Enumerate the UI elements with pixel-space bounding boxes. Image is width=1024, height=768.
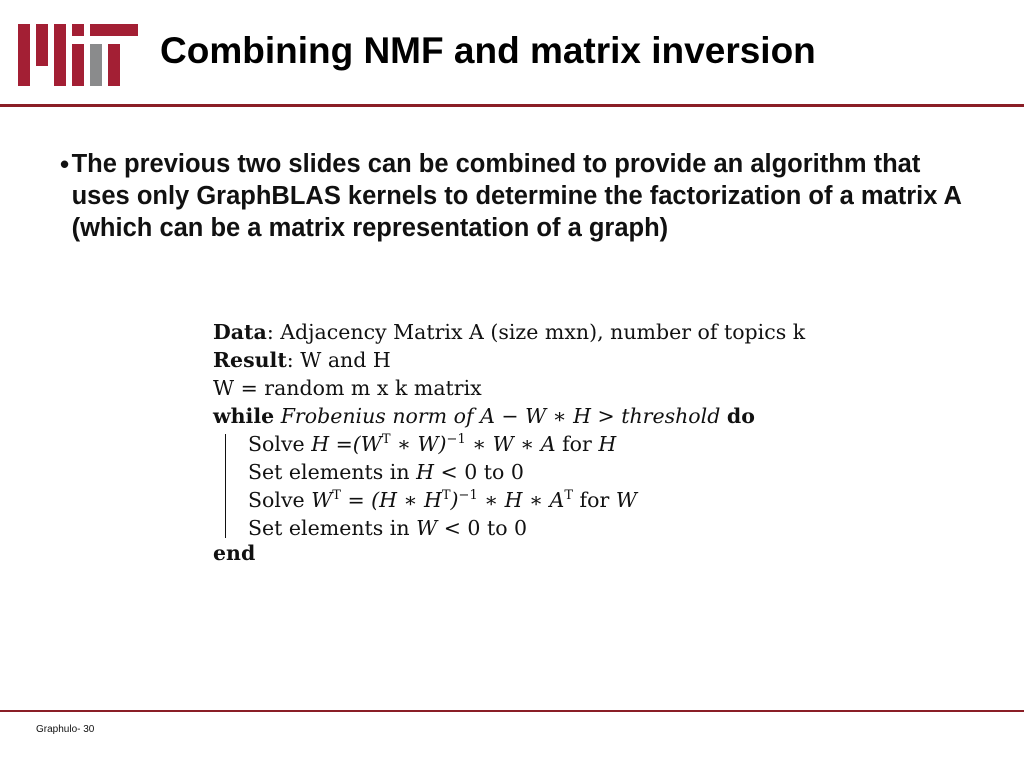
algo-step-2 (248, 458, 805, 486)
algo-result-label: Result (213, 348, 287, 372)
algo-step-1-for: for (562, 432, 592, 456)
algo-while-line (213, 402, 805, 430)
algo-step-2-var: H (416, 460, 434, 484)
algo-while-keyword: while (213, 404, 275, 428)
algo-do-keyword: do (726, 404, 755, 428)
algo-step-3-for: for (579, 488, 610, 512)
algo-step-1-lhs: H =(W (311, 432, 382, 456)
algo-loop-body (213, 430, 805, 542)
algo-end-line (213, 542, 805, 564)
algo-step-1-rest: ∗ W ∗ A (465, 432, 556, 456)
bullet-item (60, 148, 980, 244)
slide-footer (36, 724, 94, 735)
logo-bar-5 (72, 44, 84, 86)
algo-step-3-sup-t3: T (564, 488, 574, 503)
algo-result-text: W and H (300, 348, 391, 372)
algo-step-1-var: H (598, 432, 617, 456)
algo-step-3-solve: Solve (248, 488, 305, 512)
algo-step-3-eq: = (H ∗ H (340, 488, 442, 512)
footer-divider (0, 710, 1024, 712)
bullet-text: The previous two slides can be combined to provide an algorithm that uses only GraphBLAS kernels to determine the factorization of a matrix A (which can be a matrix representation of a graph) (71, 150, 961, 242)
algo-step-1 (248, 430, 805, 458)
algo-step-3-var: W (615, 488, 637, 512)
algo-step-4-rest: < 0 to 0 (443, 516, 528, 540)
logo-bar-7 (90, 44, 102, 86)
algo-step-4-text: Set elements in (248, 516, 410, 540)
algo-step-2-text: Set elements in (248, 460, 410, 484)
algo-step-4 (248, 514, 805, 542)
algo-data-text: Adjacency Matrix A (size mxn), number of topics k (280, 320, 806, 344)
algo-step-1-solve: Solve (248, 432, 305, 456)
algo-while-condition: Frobenius norm of A − W ∗ H > threshold (280, 404, 721, 428)
logo-bar-8 (108, 44, 120, 86)
algo-init-line: W = random m x k matrix (213, 376, 482, 400)
loop-bar (225, 434, 226, 538)
logo-bar-6 (90, 24, 138, 36)
algo-step-1-sup-t: T (381, 432, 391, 447)
header-divider (0, 104, 1024, 107)
mit-logo (18, 22, 138, 88)
bullet-icon: • (60, 149, 70, 179)
algo-step-3-mid: ) (450, 488, 459, 512)
algo-data-label: Data (213, 320, 267, 344)
algo-step-3-sup-t: T (332, 488, 341, 503)
logo-bar-2 (36, 24, 48, 66)
algo-data-line: Data: Adjacency Matrix A (size mxn), number of topics k (213, 320, 806, 344)
slide-title: Combining NMF and matrix inversion (160, 30, 816, 71)
algo-result-line: Result: W and H (213, 348, 391, 372)
algo-step-2-rest: < 0 to 0 (440, 460, 524, 484)
algo-step-3-rest: ∗ H ∗ A (477, 488, 565, 512)
page-number: 30 (83, 724, 95, 735)
logo-bar-3 (54, 24, 66, 86)
algo-step-1-mid: ∗ W) (390, 432, 447, 456)
logo-bar-4 (72, 24, 84, 36)
footer-label: Graphulo- (36, 724, 81, 735)
algo-step-3-lhs: W (311, 488, 333, 512)
algo-end-keyword: end (213, 541, 256, 565)
algo-step-3-sup-t2: T (441, 488, 451, 503)
logo-bar-1 (18, 24, 30, 86)
algo-step-4-var: W (416, 516, 438, 540)
algo-step-3 (248, 486, 805, 514)
algorithm-block (213, 318, 805, 564)
algo-step-3-sup-inv: −1 (458, 488, 478, 503)
algo-step-1-sup-inv: −1 (446, 432, 466, 447)
